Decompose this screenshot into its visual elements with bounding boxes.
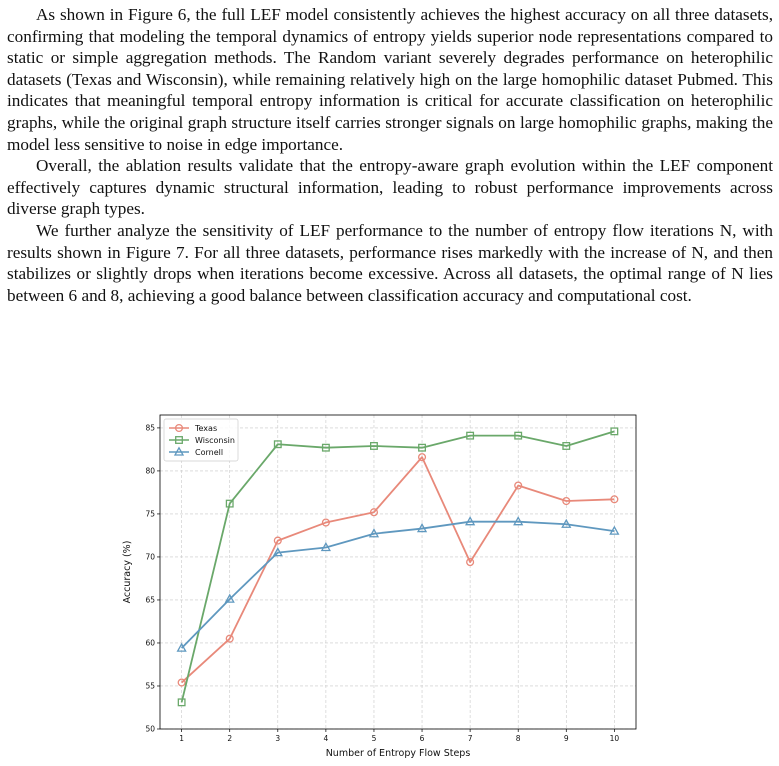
y-tick-label: 70 [145,552,155,562]
y-tick-label: 65 [145,595,155,605]
x-tick-label: 1 [179,734,185,743]
x-tick-label: 8 [515,734,521,743]
series-cornell [178,517,619,651]
legend-label-wisconsin: Wisconsin [195,436,235,445]
series-wisconsin [178,428,617,706]
paragraph-sensitivity-analysis: We further analyze the sensitivity of LEF performance to the number of entropy flow iterations N, with results shown in Figure 7. For all three datasets, performance rises markedly with the increase of N, and then stabilizes or slightly drops when iterations become excessive. Across all datasets, the optimal range of N lies between 6 and 8, achieving a good balance between classification accuracy and computational cost. [7,220,773,305]
y-tick-label: 85 [145,423,155,433]
paragraph-ablation-summary: Overall, the ablation results validate that the entropy-aware graph evolution within the LEF component effectively captures dynamic structural information, leading to robust performance improvements across diverse graph types. [7,156,773,219]
series-texas [178,454,618,686]
x-axis-label: Number of Entropy Flow Steps [325,748,471,759]
x-tick-label: 5 [371,734,377,743]
paper-body [7,4,773,306]
y-tick-label: 80 [145,466,155,476]
y-tick-label: 75 [145,509,155,519]
x-tick-label: 7 [467,734,473,743]
chart-series [178,428,619,706]
plot-frame [160,415,636,729]
chart-legend [164,419,238,461]
series-line-texas [182,457,615,682]
x-tick-label: 2 [227,734,233,743]
x-tick-label: 4 [323,734,329,743]
series-line-cornell [182,522,615,648]
y-tick-label: 55 [145,681,155,691]
y-axis-label: Accuracy (%) [122,540,133,604]
y-tick-label: 60 [145,638,155,648]
axis-ticks [145,423,619,743]
x-tick-label: 10 [609,734,620,743]
chart-svg [100,408,650,761]
x-tick-label: 9 [563,734,569,743]
paragraph-ablation-results: As shown in Figure 6, the full LEF model consistently achieves the highest accuracy on all three datasets, confirming that modeling the temporal dynamics of entropy yields superior node representations compared to static or simple aggregation methods. The Random variant severely degrades performance on heterophilic datasets (Texas and Wisconsin), while remaining relatively high on the large homophilic dataset Pubmed. This indicates that meaningful temporal entropy information is critical for accurate classification on heterophilic graphs, while the original graph structure itself carries stronger signals on large homophilic graphs, making the model less sensitive to noise in edge importance. [7,5,773,154]
chart-grid [160,415,636,729]
x-tick-label: 6 [419,734,425,743]
legend-label-cornell: Cornell [195,448,224,457]
figure-7-line-chart [100,408,650,766]
y-tick-label: 50 [145,724,155,734]
series-line-wisconsin [182,431,615,702]
x-tick-label: 3 [275,734,281,743]
legend-label-texas: Texas [195,424,218,433]
